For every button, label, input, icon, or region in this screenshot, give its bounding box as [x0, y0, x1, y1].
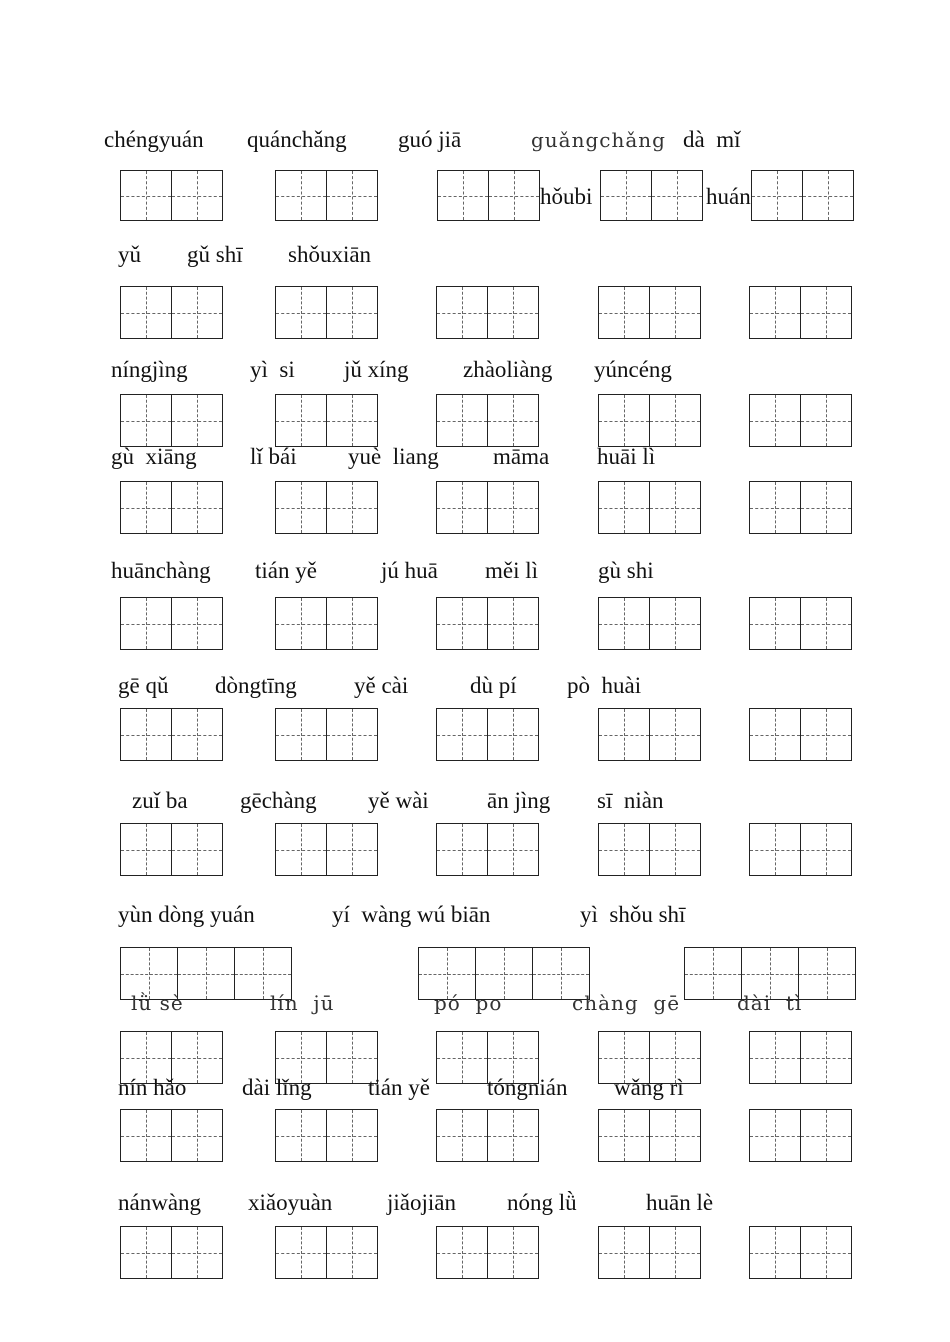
- pinyin-label: nánwàng: [118, 1190, 202, 1215]
- pinyin-label: huān lè: [646, 1190, 714, 1215]
- writing-grid-cell[interactable]: [326, 286, 378, 339]
- writing-grid-cell[interactable]: [275, 708, 327, 761]
- writing-grid-cell[interactable]: [171, 1109, 223, 1162]
- writing-grid-cell[interactable]: [487, 1109, 539, 1162]
- writing-grid-cell[interactable]: [120, 1226, 172, 1279]
- writing-grid-cell[interactable]: [326, 1226, 378, 1279]
- pinyin-label: gǔ shī: [187, 242, 243, 267]
- writing-grid-cell[interactable]: [749, 286, 801, 339]
- writing-grid-cell[interactable]: [649, 823, 701, 876]
- pinyin-label: dài lǐng: [242, 1075, 312, 1100]
- writing-grid-cell[interactable]: [436, 597, 488, 650]
- writing-grid-cell[interactable]: [798, 947, 856, 1000]
- writing-grid-cell[interactable]: [436, 1031, 488, 1084]
- writing-grid-cell[interactable]: [120, 481, 172, 534]
- writing-grid-cell[interactable]: [649, 708, 701, 761]
- writing-grid-cell[interactable]: [749, 1031, 801, 1084]
- pinyin-label: dù pí: [470, 673, 517, 698]
- writing-grid-cell[interactable]: [171, 170, 223, 221]
- pinyin-label: guǎngchǎng: [531, 128, 666, 152]
- writing-grid-cell[interactable]: [800, 1031, 852, 1084]
- writing-grid-cell[interactable]: [600, 170, 652, 221]
- writing-grid-cell[interactable]: [649, 1226, 701, 1279]
- pinyin-label: xiǎoyuàn: [248, 1190, 333, 1215]
- pinyin-label: zhàoliàng: [463, 357, 553, 382]
- writing-grid-cell[interactable]: [749, 597, 801, 650]
- pinyin-label: jǔ xíng: [344, 357, 409, 382]
- writing-grid-cell[interactable]: [120, 170, 172, 221]
- writing-grid-cell[interactable]: [171, 286, 223, 339]
- writing-grid-cell[interactable]: [598, 823, 650, 876]
- writing-grid-cell[interactable]: [749, 1226, 801, 1279]
- pinyin-label: yí wàng wú biān: [332, 902, 491, 927]
- writing-grid-cell[interactable]: [326, 597, 378, 650]
- writing-grid-cell[interactable]: [598, 394, 650, 447]
- writing-grid-cell[interactable]: [598, 481, 650, 534]
- pinyin-label: zuǐ ba: [132, 788, 188, 813]
- writing-grid-cell[interactable]: [436, 1226, 488, 1279]
- pinyin-label: nóng lǜ: [507, 1190, 577, 1215]
- writing-grid-cell[interactable]: [326, 1109, 378, 1162]
- pinyin-label: yì shǒu shī: [580, 902, 686, 927]
- pinyin-label: yì si: [250, 357, 295, 382]
- writing-grid-cell[interactable]: [800, 1226, 852, 1279]
- pinyin-label: huānchàng: [111, 558, 211, 583]
- writing-grid-cell[interactable]: [488, 170, 540, 221]
- pinyin-label: yě cài: [354, 673, 409, 698]
- writing-grid-cell[interactable]: [275, 1109, 327, 1162]
- writing-grid-cell[interactable]: [436, 823, 488, 876]
- writing-grid-cell[interactable]: [171, 481, 223, 534]
- pinyin-label: lǜ sè: [131, 991, 184, 1015]
- pinyin-label: gē qǔ: [118, 673, 169, 698]
- writing-grid-cell[interactable]: [436, 286, 488, 339]
- writing-grid-cell[interactable]: [649, 597, 701, 650]
- writing-grid-cell[interactable]: [598, 597, 650, 650]
- writing-grid-cell[interactable]: [120, 823, 172, 876]
- writing-grid-cell[interactable]: [487, 1226, 539, 1279]
- writing-grid-cell[interactable]: [436, 481, 488, 534]
- pinyin-label: yǔ: [118, 242, 141, 267]
- writing-grid-cell[interactable]: [649, 481, 701, 534]
- pinyin-label: gēchàng: [240, 788, 317, 813]
- writing-grid-cell[interactable]: [649, 394, 701, 447]
- writing-grid-cell[interactable]: [120, 708, 172, 761]
- pinyin-label: yùn dòng yuán: [118, 902, 255, 927]
- pinyin-label: yúncéng: [594, 357, 672, 382]
- pinyin-label: jiǎojiān: [387, 1190, 456, 1215]
- pinyin-label: shǒuxiān: [288, 242, 372, 267]
- writing-grid-cell[interactable]: [436, 1109, 488, 1162]
- writing-grid-cell[interactable]: [487, 481, 539, 534]
- writing-grid-cell[interactable]: [487, 823, 539, 876]
- writing-grid-cell[interactable]: [749, 708, 801, 761]
- writing-grid-cell[interactable]: [487, 394, 539, 447]
- pinyin-label: lǐ bái: [250, 444, 297, 469]
- writing-grid-cell[interactable]: [171, 708, 223, 761]
- writing-grid-cell[interactable]: [171, 823, 223, 876]
- writing-grid-cell[interactable]: [598, 286, 650, 339]
- writing-grid-cell[interactable]: [800, 823, 852, 876]
- pinyin-label: nín hǎo: [118, 1075, 187, 1100]
- writing-grid-cell[interactable]: [275, 823, 327, 876]
- writing-grid-cell[interactable]: [649, 1109, 701, 1162]
- writing-grid-cell[interactable]: [275, 170, 327, 221]
- writing-grid-cell[interactable]: [326, 823, 378, 876]
- writing-grid-cell[interactable]: [171, 1226, 223, 1279]
- pinyin-label: tián yě: [255, 558, 317, 583]
- writing-grid-cell[interactable]: [275, 286, 327, 339]
- pinyin-label: huāi lì: [597, 444, 656, 469]
- writing-grid-cell[interactable]: [800, 597, 852, 650]
- pinyin-label: gù xiāng: [111, 444, 197, 469]
- pinyin-label: yě wài: [368, 788, 429, 813]
- writing-grid-cell[interactable]: [598, 1109, 650, 1162]
- writing-grid-cell[interactable]: [177, 947, 235, 1000]
- pinyin-label: pò huài: [567, 673, 642, 698]
- writing-grid-cell[interactable]: [326, 481, 378, 534]
- pinyin-label: chàng gē: [572, 991, 681, 1015]
- writing-grid-cell[interactable]: [120, 597, 172, 650]
- writing-grid-cell[interactable]: [326, 170, 378, 221]
- pinyin-label: jú huā: [381, 558, 438, 583]
- pinyin-label: quánchǎng: [247, 127, 347, 152]
- writing-grid-cell[interactable]: [487, 708, 539, 761]
- writing-grid-cell[interactable]: [326, 708, 378, 761]
- pinyin-label: wǎng rì: [614, 1075, 684, 1100]
- pinyin-label: dài tì: [737, 991, 803, 1015]
- writing-grid-cell[interactable]: [436, 394, 488, 447]
- pinyin-label: dòngtīng: [215, 673, 297, 698]
- writing-grid-cell[interactable]: [487, 597, 539, 650]
- pinyin-label: chéngyuán: [104, 127, 204, 152]
- pinyin-label: tián yě: [368, 1075, 430, 1100]
- writing-grid-cell[interactable]: [120, 286, 172, 339]
- pinyin-label: ān jìng: [487, 788, 551, 813]
- pinyin-label: guó jiā: [398, 127, 462, 152]
- writing-grid-cell[interactable]: [802, 170, 854, 221]
- writing-grid-cell[interactable]: [749, 394, 801, 447]
- writing-grid-cell[interactable]: [684, 947, 742, 1000]
- pinyin-label: pó po: [434, 991, 503, 1015]
- writing-grid-cell[interactable]: [751, 170, 803, 221]
- pinyin-label: měi lì: [485, 558, 539, 583]
- writing-grid-cell[interactable]: [800, 1109, 852, 1162]
- writing-grid-cell[interactable]: [800, 286, 852, 339]
- writing-grid-cell[interactable]: [171, 394, 223, 447]
- pinyin-label: níngjìng: [111, 357, 188, 382]
- writing-grid-cell[interactable]: [749, 823, 801, 876]
- writing-grid-cell[interactable]: [800, 481, 852, 534]
- pinyin-label: dà mǐ: [683, 127, 741, 152]
- writing-grid-cell[interactable]: [800, 394, 852, 447]
- writing-grid-cell[interactable]: [749, 481, 801, 534]
- writing-grid-cell[interactable]: [749, 1109, 801, 1162]
- writing-grid-cell[interactable]: [171, 597, 223, 650]
- writing-grid-cell[interactable]: [120, 1109, 172, 1162]
- pinyin-label: māma: [493, 444, 550, 469]
- writing-grid-cell[interactable]: [487, 286, 539, 339]
- pinyin-label: tóngnián: [487, 1075, 568, 1100]
- writing-grid-cell[interactable]: [120, 394, 172, 447]
- writing-grid-cell[interactable]: [436, 708, 488, 761]
- writing-grid-cell[interactable]: [437, 170, 489, 221]
- writing-grid-cell[interactable]: [598, 708, 650, 761]
- pinyin-label: lín jū: [270, 991, 335, 1015]
- writing-grid-cell[interactable]: [275, 1226, 327, 1279]
- writing-grid-cell[interactable]: [651, 170, 703, 221]
- writing-grid-cell[interactable]: [598, 1226, 650, 1279]
- writing-grid-cell[interactable]: [649, 286, 701, 339]
- pinyin-label: huán: [706, 184, 751, 209]
- pinyin-label: sī niàn: [597, 788, 664, 813]
- writing-grid-cell[interactable]: [800, 708, 852, 761]
- writing-grid-cell[interactable]: [275, 394, 327, 447]
- pinyin-label: yuè liang: [348, 444, 439, 469]
- writing-grid-cell[interactable]: [275, 597, 327, 650]
- pinyin-label: hǒubi: [540, 184, 593, 209]
- writing-grid-cell[interactable]: [326, 394, 378, 447]
- writing-grid-cell[interactable]: [275, 481, 327, 534]
- pinyin-label: gù shi: [598, 558, 654, 583]
